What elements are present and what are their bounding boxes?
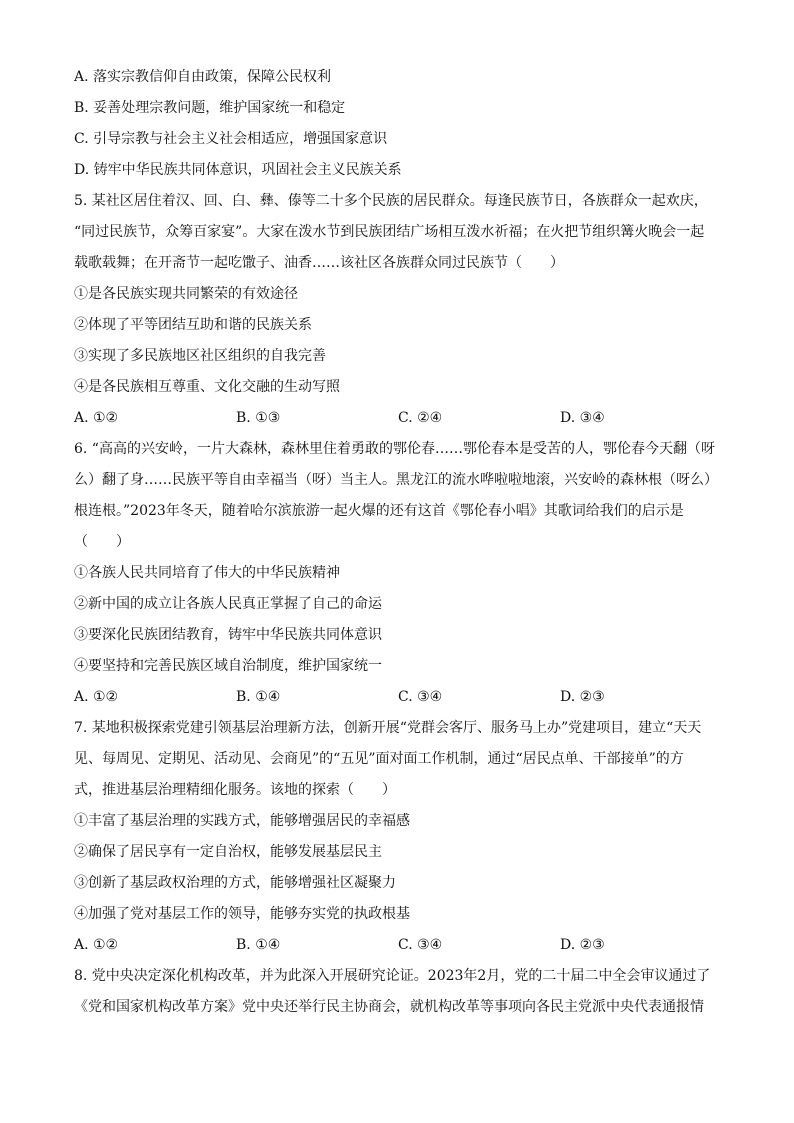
q5-statement-3: ③实现了多民族地区社区组织的自我完善: [74, 348, 326, 364]
q8-stem-line-1: 8. 党中央决定深化机构改革，并为此深入开展研究论证。2023年2月，党的二十届二中全会审议通过了: [74, 968, 711, 984]
q4-option-c: C. 引导宗教与社会主义社会相适应，增强国家意识: [74, 131, 388, 147]
q5-statement-1: ①是各民族实现共同繁荣的有效途径: [74, 286, 298, 302]
q5-stem-line-3: 载歌载舞；在开斋节一起吃馓子、油香……该社区各族群众同过民族节（ ）: [74, 255, 564, 271]
q7-choice-a: A. ①②: [74, 937, 119, 953]
question-8: [74, 961, 722, 1023]
q7-stem-line-2: 见、每周见、定期见、活动见、会商见”的“五见”面对面工作机制，通过“居民点单、干部接单”的方: [74, 751, 684, 767]
q5-choices: [74, 403, 722, 434]
q7-choice-b: B. ①④: [236, 937, 281, 953]
q5-choice-c: C. ②④: [398, 410, 443, 426]
q6-stem-line-4: （ ）: [74, 534, 130, 550]
q6-choices: [74, 682, 722, 713]
q6-statement-2: ②新中国的成立让各族人民真正掌握了自己的命运: [74, 596, 382, 612]
q6-stem-line-3: 根连根。”2023年冬天，随着哈尔滨旅游一起火爆的还有这首《鄂伦春小唱》其歌词给我们的启示是: [74, 503, 684, 519]
q6-statement-3: ③要深化民族团结教育，铸牢中华民族共同体意识: [74, 627, 382, 643]
q4-options: [74, 62, 722, 186]
q7-statement-3: ③创新了基层政权治理的方式，能够增强社区凝聚力: [74, 875, 396, 891]
q7-choices: [74, 930, 722, 961]
q6-stem-line-1: 6. “高高的兴安岭，一片大森林，森林里住着勇敢的鄂伦春……鄂伦春本是受苦的人，鄂伦春今天翻（呀: [74, 441, 715, 457]
q6-statement-4: ④要坚持和完善民族区域自治制度，维护国家统一: [74, 658, 382, 674]
q4-option-d: D. 铸牢中华民族共同体意识，巩固社会主义民族关系: [74, 162, 402, 178]
question-6: [74, 434, 722, 713]
q6-choice-b: B. ①④: [236, 689, 281, 705]
q7-statement-2: ②确保了居民享有一定自治权，能够发展基层民主: [74, 844, 382, 860]
q7-choice-d: D. ②③: [560, 937, 605, 953]
q5-statement-2: ②体现了平等团结互助和谐的民族关系: [74, 317, 312, 333]
q7-choice-c: C. ③④: [398, 937, 443, 953]
q5-stem-line-1: 5. 某社区居住着汉、回、白、彝、傣等二十多个民族的居民群众。每逢民族节日，各族群众一起欢庆，: [74, 193, 708, 209]
question-7: [74, 713, 722, 961]
q6-stem-line-2: 么）翻了身……民族平等自由幸福当（呀）当主人。黑龙江的流水哗啦啦地滚，兴安岭的森林根（呀么）: [74, 472, 718, 488]
q4-option-b: B. 妥善处理宗教问题，维护国家统一和稳定: [74, 100, 346, 116]
q7-stem-line-3: 式，推进基层治理精细化服务。该地的探索（ ）: [74, 782, 396, 798]
q4-option-a: A. 落实宗教信仰自由政策，保障公民权利: [74, 69, 332, 85]
q6-statement-1: ①各族人民共同培育了伟大的中华民族精神: [74, 565, 340, 581]
q5-stem-line-2: “同过民族节，众筹百家宴”。大家在泼水节到民族团结广场相互泼水祈福；在火把节组织篝火晚会一起: [74, 224, 705, 240]
question-5: [74, 186, 722, 434]
q8-stem-line-2: 《党和国家机构改革方案》党中央还举行民主协商会，就机构改革等事项向各民主党派中央代表通报情: [74, 999, 704, 1015]
q6-choice-d: D. ②③: [560, 689, 605, 705]
q5-choice-a: A. ①②: [74, 410, 119, 426]
q7-statement-4: ④加强了党对基层工作的领导，能够夯实党的执政根基: [74, 906, 410, 922]
exam-page: [74, 62, 722, 1023]
q7-statement-1: ①丰富了基层治理的实践方式，能够增强居民的幸福感: [74, 813, 410, 829]
q5-statement-4: ④是各民族相互尊重、文化交融的生动写照: [74, 379, 340, 395]
q5-choice-b: B. ①③: [236, 410, 281, 426]
q7-stem-line-1: 7. 某地积极探索党建引领基层治理新方法，创新开展“党群会客厅、服务马上办”党建项目，建立“天天: [74, 720, 702, 736]
q6-choice-c: C. ③④: [398, 689, 443, 705]
q5-choice-d: D. ③④: [560, 410, 605, 426]
q6-choice-a: A. ①②: [74, 689, 119, 705]
